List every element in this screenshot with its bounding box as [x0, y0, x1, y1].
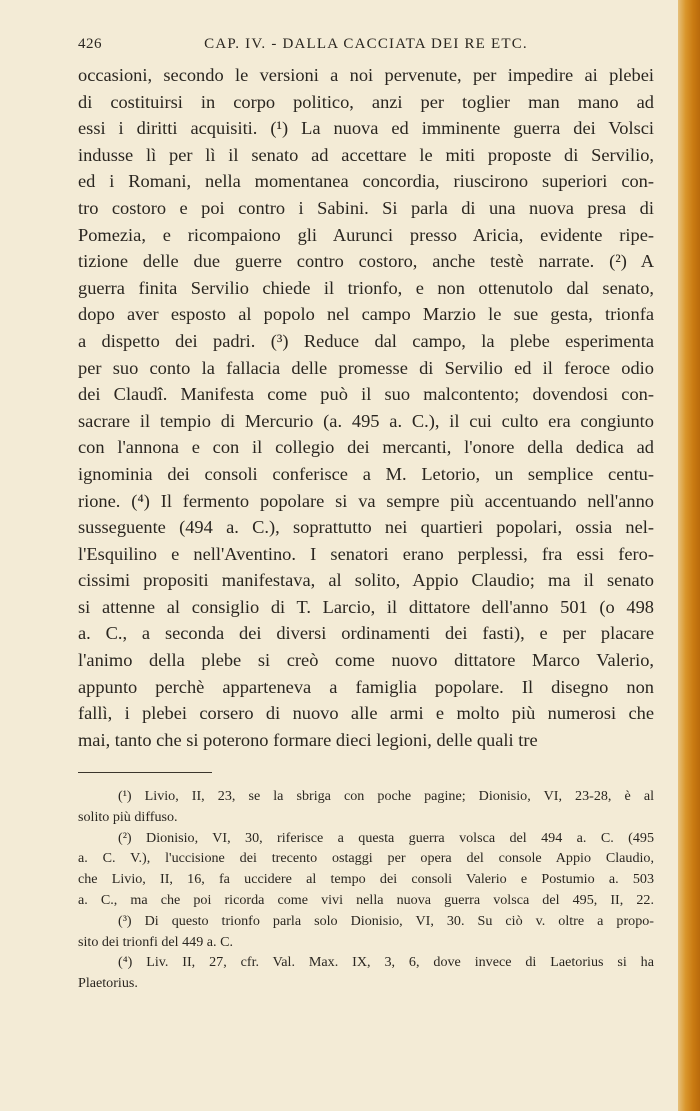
body-line: l'Esquilino e nell'Aventino. I senatori erano perplessi, fra essi fero-	[78, 543, 654, 564]
page-edge	[678, 0, 700, 1111]
body-line: si attenne al consiglio di T. Larcio, il dittatore dell'anno 501 (o 498	[78, 596, 654, 617]
footnote-line: (²) Dionisio, VI, 30, riferisce a questa guerra volsca del 494 a. C. (495	[118, 829, 654, 846]
body-line: indusse lì per lì il senato ad accettare le miti proposte di Servilio,	[78, 144, 654, 165]
footnote-line: (³) Di questo trionfo parla solo Dionisio, VI, 30. Su ciò v. oltre a propo-	[118, 912, 654, 929]
body-line: essi i diritti acquisiti. (¹) La nuova ed imminente guerra dei Volsci	[78, 118, 654, 139]
body-line: per suo conto la fallacia delle promesse di Servilio ed il feroce odio	[78, 357, 654, 378]
body-line: sacrare il tempio di Mercurio (a. 495 a. C.), il cui culto era congiunto	[78, 410, 654, 431]
body-line: mai, tanto che si poterono formare dieci legioni, delle quali tre	[78, 729, 538, 750]
page-number: 426	[78, 36, 102, 52]
footnote-line: Plaetorius.	[78, 975, 138, 992]
body-line: ignominia dei consoli conferisce a M. Letorio, un semplice centu-	[78, 463, 654, 484]
body-line: dopo aver esposto al popolo nel campo Marzio le sue gesta, trionfa	[78, 304, 654, 325]
body-line: di costituirsi in corpo politico, anzi per toglier man mano ad	[78, 91, 654, 112]
footnote-divider	[78, 772, 212, 773]
body-line: ed i Romani, nella momentanea concordia, riuscirono superiori con-	[78, 171, 654, 192]
body-line: a dispetto dei padri. (³) Reduce dal campo, la plebe esperimenta	[78, 330, 654, 351]
body-line: Pomezia, e ricompaiono gli Aurunci presso Aricia, evidente ripe-	[78, 224, 654, 245]
body-line: occasioni, secondo le versioni a noi pervenute, per impedire ai plebei	[78, 65, 654, 85]
body-line: tro costoro e poi contro i Sabini. Si parla di una nuova presa di	[78, 197, 654, 218]
footnote-line: che Livio, II, 16, fa uccidere al tempo dei consoli Valerio e Postumio a. 503	[78, 871, 654, 888]
footnote-line: (⁴) Liv. II, 27, cfr. Val. Max. IX, 3, 6, dove invece di Laetorius si ha	[118, 954, 654, 971]
body-line: con l'annona e con il collegio dei mercanti, l'onore della dedica ad	[78, 437, 654, 458]
footnote-line: a. C., ma che poi ricorda come vivi nella nuova guerra volsca del 495, II, 22.	[78, 891, 654, 908]
body-line: rione. (⁴) Il fermento popolare si va sempre più accentuando nell'anno	[78, 490, 654, 511]
running-head: CAP. IV. - DALLA CACCIATA DEI RE ETC.	[204, 36, 528, 52]
footnote-line: a. C. V.), l'uccisione dei trecento ostaggi per opera del console Appio Claudio,	[78, 850, 654, 867]
main-text	[78, 62, 654, 753]
footnotes	[78, 786, 654, 994]
body-line: appunto perchè apparteneva a famiglia popolare. Il disegno non	[78, 676, 654, 697]
body-line: a. C., a seconda dei diversi ordinamenti dei fasti), e per placare	[78, 623, 654, 644]
footnote-line: (¹) Livio, II, 23, se la sbriga con poche pagine; Dionisio, VI, 23-28, è al	[118, 788, 654, 804]
footnote-line: sito dei trionfi del 449 a. C.	[78, 933, 234, 950]
body-line: dei Claudî. Manifesta come può il suo malcontento; dovendosi con-	[78, 384, 654, 405]
body-line: fallì, i plebei corsero di nuovo alle armi e molto più numerosi che	[78, 703, 654, 724]
body-line: susseguente (494 a. C.), soprattutto nei quartieri popolari, ossia nel-	[78, 517, 654, 538]
body-line: tizione delle due guerre contro costoro, anche testè narrate. (²) A	[78, 251, 654, 272]
footnote-line: solito più diffuso.	[78, 808, 178, 825]
body-line: cissimi propositi manifestava, al solito, Appio Claudio; ma il senato	[78, 570, 654, 591]
body-line: guerra finita Servilio chiede il trionfo, e non ottenutolo dal senato,	[78, 277, 654, 298]
body-line: l'animo della plebe si creò come nuovo dittatore Marco Valerio,	[78, 650, 654, 671]
page-header	[78, 36, 654, 58]
